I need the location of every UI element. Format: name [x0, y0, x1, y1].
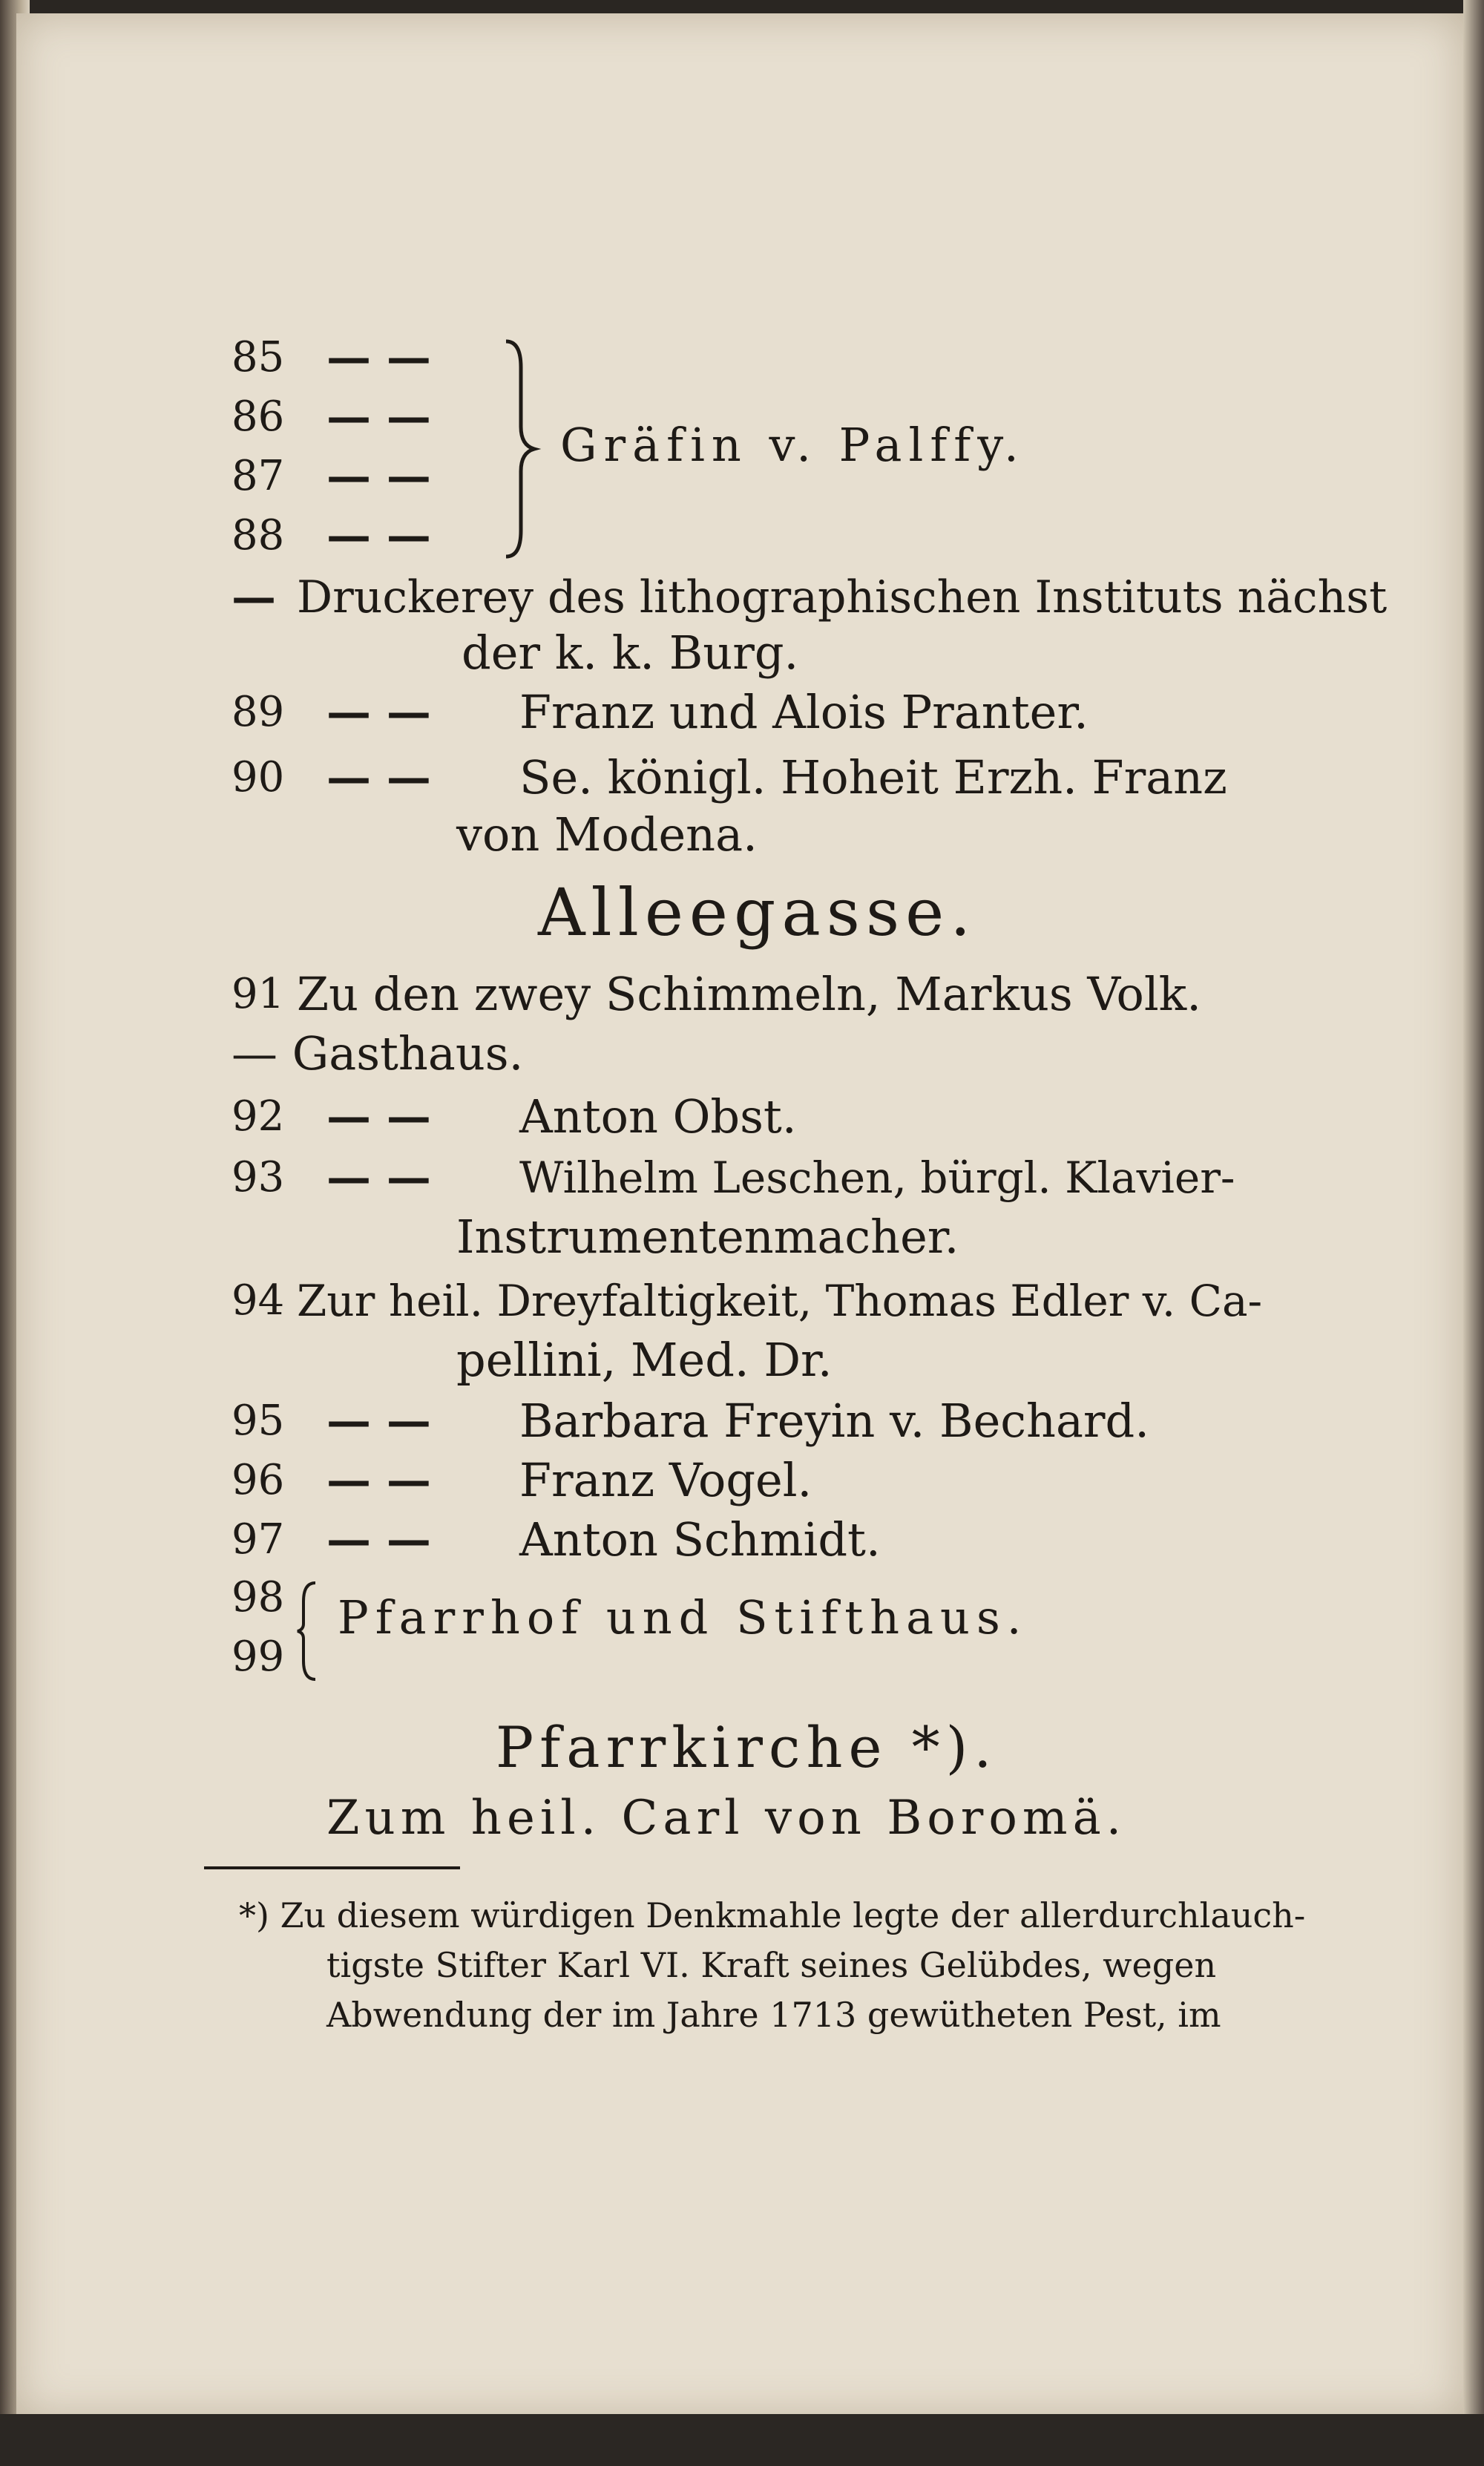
footnote-rule — [204, 1866, 460, 1869]
ditto-dash: — — — [326, 1395, 431, 1447]
entry-text: Anton Obst. — [519, 1089, 797, 1144]
house-number: 91 — [232, 970, 285, 1018]
house-number: 92 — [232, 1092, 285, 1141]
entry-text: Anton Schmidt. — [519, 1512, 881, 1567]
entry-text: Wilhelm Leschen, bürgl. Klavier- — [519, 1152, 1235, 1203]
footnote-line: Abwendung der im Jahre 1713 gewütheten Pest, im — [326, 1995, 1221, 2035]
church-heading: Pfarrkirche *). — [496, 1714, 998, 1780]
ditto-dash: — — — [326, 686, 431, 738]
ditto-dash: — — [232, 571, 276, 623]
house-number: 99 — [232, 1633, 285, 1681]
house-number: 96 — [232, 1456, 285, 1504]
entry-text: Barbara Freyin v. Bechard. — [519, 1394, 1149, 1448]
entry-text: Se. königl. Hoheit Erzh. Franz — [519, 750, 1227, 804]
house-number: 94 — [232, 1276, 285, 1325]
street-heading: Alleegasse. — [538, 874, 977, 951]
ditto-dash: — — — [326, 1455, 431, 1506]
entry-text: Zu den zwey Schimmeln, Markus Volk. — [297, 967, 1201, 1021]
entry-text: Instrumentenmacher. — [456, 1210, 959, 1264]
scan-background — [0, 2414, 1484, 2466]
house-number: 85 — [232, 333, 285, 381]
ditto-dash: — — — [326, 1152, 431, 1204]
entry-text: — Gasthaus. — [232, 1026, 524, 1080]
ditto-dash: — — — [326, 1514, 431, 1566]
house-number: 90 — [232, 753, 285, 801]
footnote-line: tigste Stifter Karl VI. Kraft seines Gelübdes, wegen — [326, 1945, 1217, 1985]
ditto-dash: — — — [326, 332, 431, 384]
brace-label: Gräfin v. Palffy. — [560, 418, 1025, 472]
brace-label: Pfarrhof und Stifthaus. — [338, 1590, 1028, 1644]
house-number: 86 — [232, 393, 285, 441]
church-subheading: Zum heil. Carl von Boromä. — [326, 1791, 1127, 1846]
ditto-dash: — — — [326, 752, 431, 804]
house-number: 95 — [232, 1397, 285, 1445]
house-number: 89 — [232, 688, 285, 736]
house-number: 87 — [232, 452, 285, 500]
brace-icon — [293, 1579, 323, 1683]
ditto-dash: — — — [326, 510, 431, 562]
ditto-dash: — — — [326, 1091, 431, 1143]
house-number: 97 — [232, 1515, 285, 1564]
ditto-dash: — — — [326, 450, 431, 502]
entry-text: Franz und Alois Pranter. — [519, 685, 1089, 739]
entry-text: Franz Vogel. — [519, 1453, 812, 1507]
entry-text: der k. k. Burg. — [462, 626, 799, 680]
page-edge — [1463, 0, 1484, 2466]
house-number: 98 — [232, 1573, 285, 1621]
entry-text: Druckerey des lithographischen Instituts nächst — [297, 571, 1388, 623]
entry-text: von Modena. — [456, 807, 758, 862]
entry-text: pellini, Med. Dr. — [456, 1333, 833, 1387]
ditto-dash: — — — [326, 391, 431, 443]
house-number: 88 — [232, 511, 285, 560]
entry-text: Zur heil. Dreyfaltigkeit, Thomas Edler v. Ca- — [297, 1276, 1263, 1326]
footnote-line: *) Zu diesem würdigen Denkmahle legte der allerdurchlauch- — [239, 1895, 1306, 1935]
brace-icon — [499, 338, 543, 560]
house-number: 93 — [232, 1153, 285, 1201]
